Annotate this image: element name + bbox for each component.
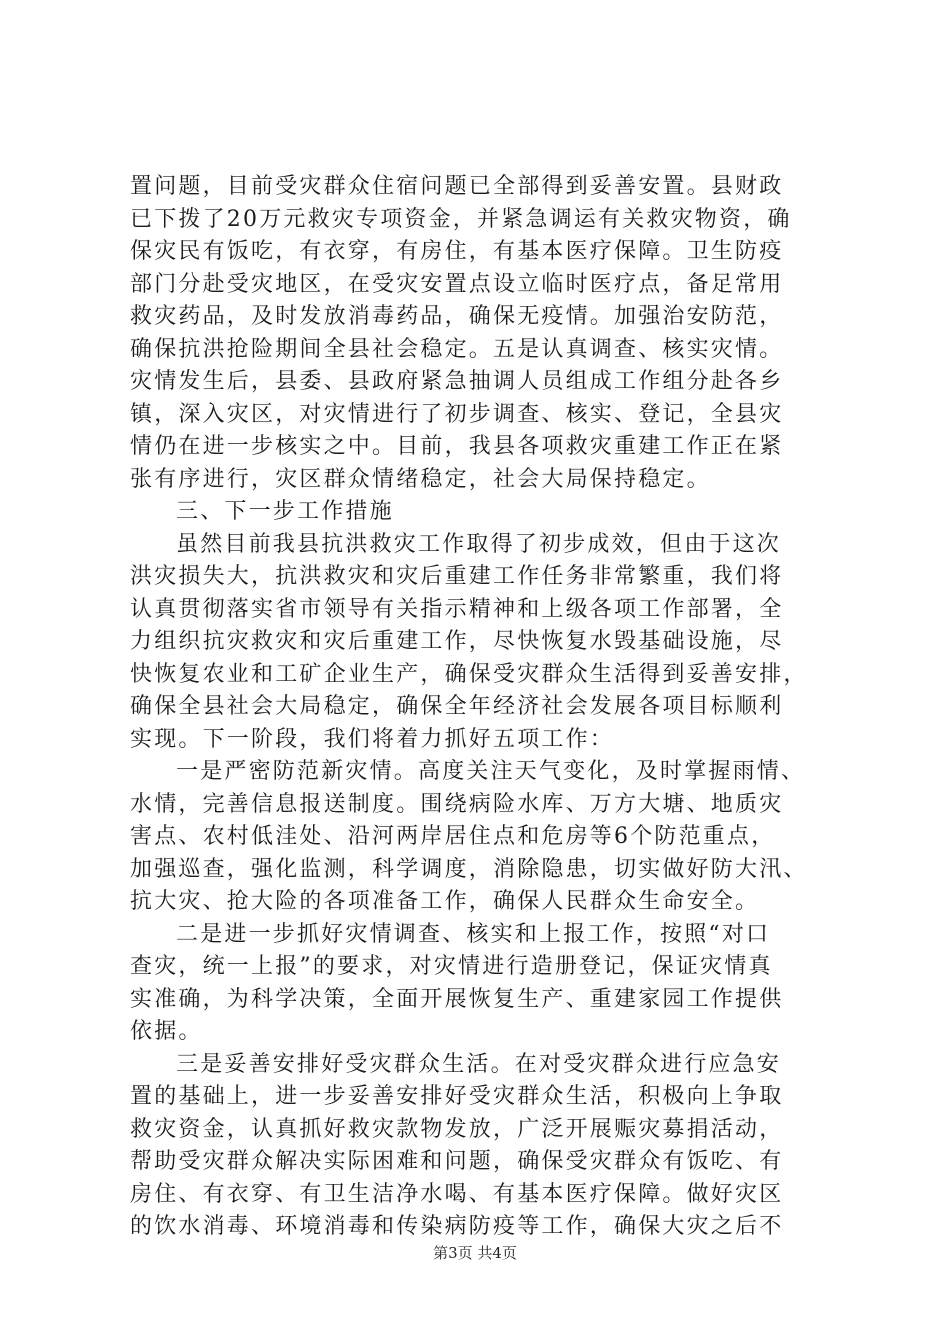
text-line: 的饮水消毒、环境消毒和传染病防疫等工作，确保大灾之后不 [130,1214,784,1239]
text-line: 查灾，统一上报”的要求，对灾情进行造册登记，保证灾情真 [130,954,773,979]
text-line: 虽然目前我县抗洪救灾工作取得了初步成效，但由于这次 [176,531,782,557]
text-line: 洪灾损失大，抗洪救灾和灾后重建工作任务非常繁重，我们将 [130,564,784,589]
text-line: 认真贯彻落实省市领导有关指示精神和上级各项工作部署，全 [130,596,784,622]
text-line: 三、下一步工作措施 [176,499,394,524]
text-line: 水情，完善信息报送制度。围绕病险水库、万方大塘、地质灾 [130,791,784,817]
text-line: 情仍在进一步核实之中。目前，我县各项救灾重建工作正在紧 [130,434,784,459]
text-line: 保灾民有饭吃，有衣穿，有房住，有基本医疗保障。卫生防疫 [130,239,784,264]
text-line: 力组织抗灾救灾和灾后重建工作，尽快恢复水毁基础设施，尽 [130,629,784,654]
document-body [130,171,830,1244]
text-line: 部门分赴受灾地区，在受灾安置点设立临时医疗点，备足常用 [130,271,784,297]
text-line: 置的基础上，进一步妥善安排好受灾群众生活，积极向上争取 [130,1084,784,1109]
page-footer: 第3页 共4页 [433,1244,517,1262]
text-line: 确保抗洪抢险期间全县社会稳定。五是认真调查、核实灾情。 [130,336,784,362]
text-line: 镇，深入灾区，对灾情进行了初步调查、核实、登记，全县灾 [130,401,784,427]
text-line: 置问题，目前受灾群众住宿问题已全部得到妥善安置。县财政 [130,174,784,199]
text-line: 房住、有衣穿、有卫生洁净水喝、有基本医疗保障。做好灾区 [130,1181,784,1207]
text-line: 一是严密防范新灾情。高度关注天气变化，及时掌握雨情、 [176,759,806,784]
text-line: 加强巡查，强化监测，科学调度，消除隐患，切实做好防大汛、 [130,856,808,882]
text-line: 救灾资金，认真抓好救灾款物发放，广泛开展赈灾募捐活动， [130,1116,784,1142]
text-line: 确保全县社会大局稳定，确保全年经济社会发展各项目标顺利 [130,694,784,719]
text-line: 灾情发生后，县委、县政府紧急抽调人员组成工作组分赴各乡 [130,369,784,394]
text-line: 张有序进行，灾区群众情绪稳定，社会大局保持稳定。 [130,466,711,492]
text-line: 已下拨了20万元救灾专项资金，并紧急调运有关救灾物资，确 [130,206,792,232]
text-line: 三是妥善安排好受灾群众生活。在对受灾群众进行应急安 [176,1051,782,1077]
text-line: 实准确，为科学决策，全面开展恢复生产、重建家园工作提供 [130,986,784,1012]
text-line: 快恢复农业和工矿企业生产，确保受灾群众生活得到妥善安排， [130,661,808,687]
text-line: 依据。 [130,1019,203,1044]
text-line: 救灾药品，及时发放消毒药品，确保无疫情。加强治安防范， [130,304,784,329]
text-line: 实现。下一阶段，我们将着力抓好五项工作： [130,726,615,752]
text-line: 二是进一步抓好灾情调查、核实和上报工作，按照“对口 [176,921,771,947]
text-line: 抗大灾、抢大险的各项准备工作，确保人民群众生命安全。 [130,889,760,914]
text-line: 帮助受灾群众解决实际困难和问题，确保受灾群众有饭吃、有 [130,1149,784,1174]
text-line: 害点、农村低洼处、沿河两岸居住点和危房等6个防范重点， [130,824,776,849]
